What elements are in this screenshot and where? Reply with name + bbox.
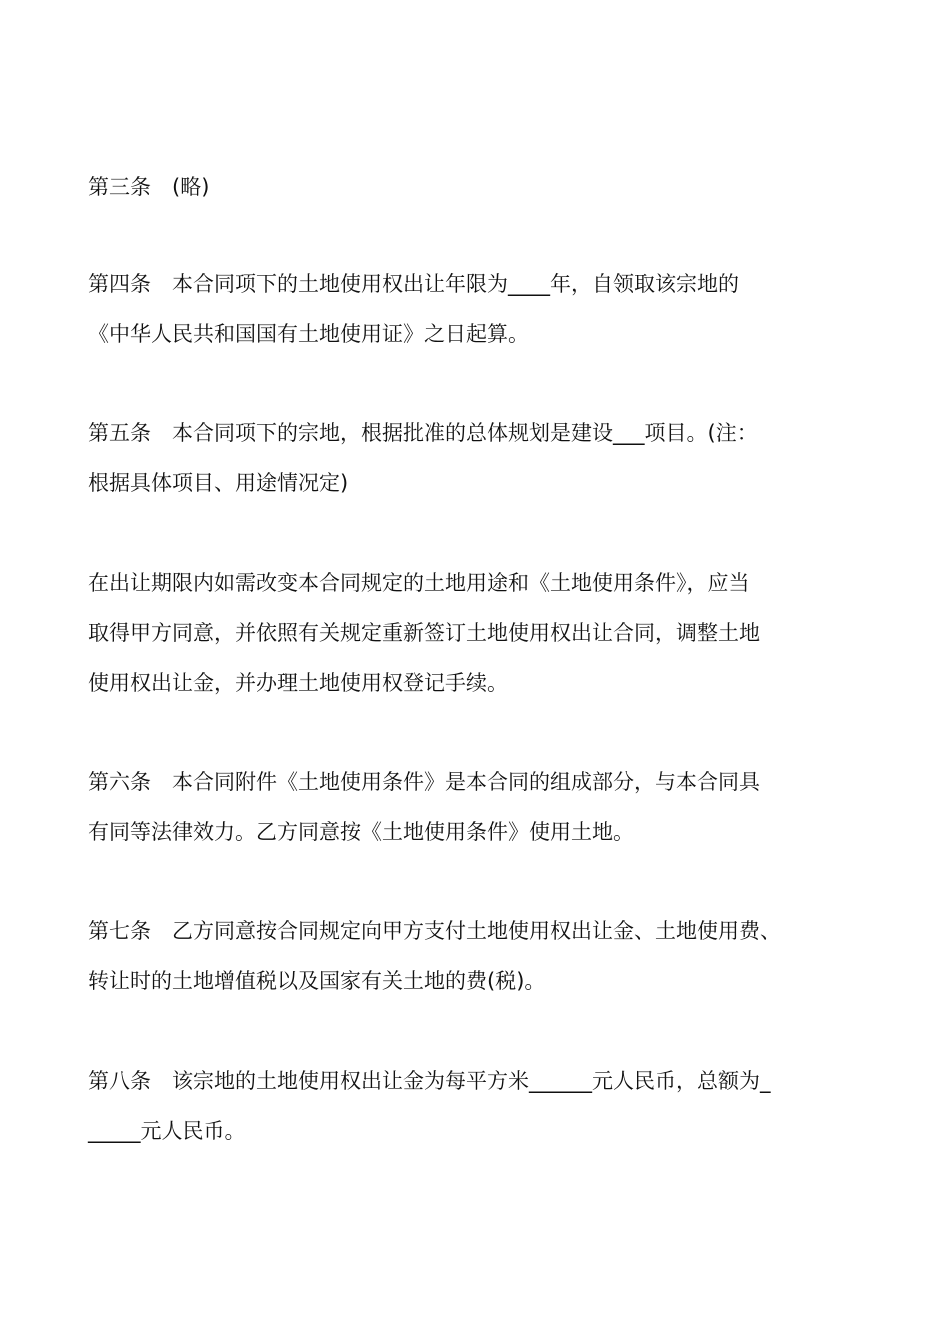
article-6-paragraph xyxy=(88,757,878,857)
paragraph-line: 使用权出让金，并办理土地使用权登记手续。 xyxy=(88,671,508,695)
article-8-paragraph xyxy=(88,1056,878,1156)
paragraph-line: 在出让期限内如需改变本合同规定的土地用途和《土地使用条件》，应当 xyxy=(88,571,750,595)
paragraph-line: 第八条 该宗地的土地使用权出让金为每平方米______元人民币，总额为_ xyxy=(88,1069,771,1093)
article-4-paragraph xyxy=(88,259,878,359)
article-5-paragraph xyxy=(88,408,878,508)
paragraph-line: 第五条 本合同项下的宗地，根据批准的总体规划是建设___项目。(注： xyxy=(88,421,758,445)
paragraph-line: 第六条 本合同附件《土地使用条件》是本合同的组成部分，与本合同具 xyxy=(88,770,760,794)
paragraph-line: 有同等法律效力。乙方同意按《土地使用条件》使用土地。 xyxy=(88,820,634,844)
article-3-paragraph xyxy=(88,162,878,212)
paragraph-line: 取得甲方同意，并依照有关规定重新签订土地使用权出让合同，调整土地 xyxy=(88,621,760,645)
paragraph-line: 第四条 本合同项下的土地使用权出让年限为____年，自领取该宗地的 xyxy=(88,272,739,296)
paragraph-line: 第七条 乙方同意按合同规定向甲方支付土地使用权出让金、土地使用费、 xyxy=(88,919,781,943)
paragraph-line: _____元人民币。 xyxy=(88,1119,246,1143)
paragraph-line: 《中华人民共和国国有土地使用证》之日起算。 xyxy=(88,322,529,346)
paragraph-line: 根据具体项目、用途情况定) xyxy=(88,471,349,495)
paragraph-line: 转让时的土地增值税以及国家有关土地的费(税)。 xyxy=(88,969,546,993)
article-5-continuation-paragraph xyxy=(88,558,878,708)
article-7-paragraph xyxy=(88,906,878,1006)
paragraph-line: 第三条 (略) xyxy=(88,175,210,199)
